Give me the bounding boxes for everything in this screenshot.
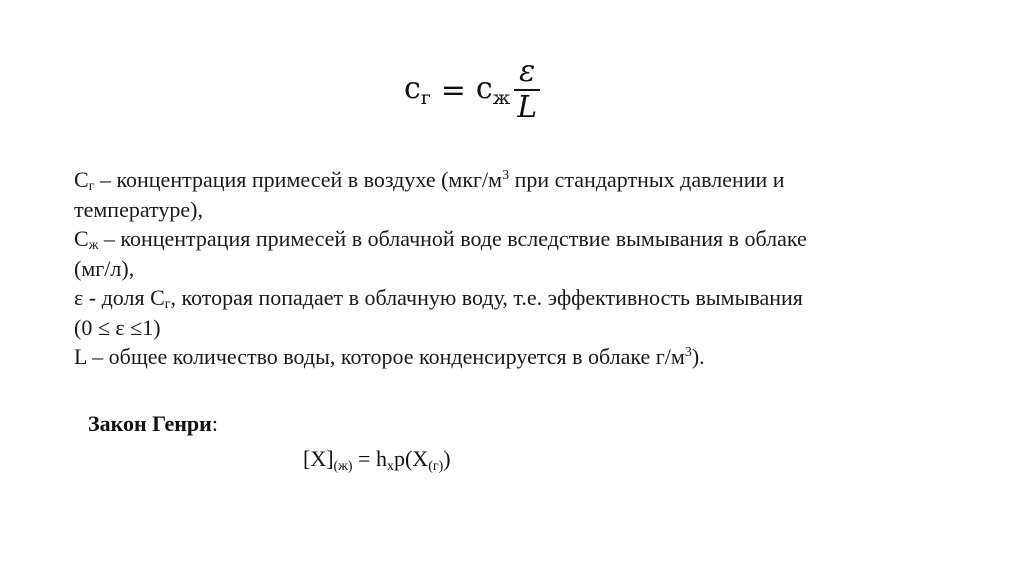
definitions-block (74, 165, 974, 372)
definition-cg: $С_г$ – концентрация примесей в воздухе ($мкг/м^3$ при стандартных давлении и температуре), (74, 167, 785, 222)
formula-equals: = (440, 72, 466, 108)
formula-rhs: $c_ж$ (475, 71, 511, 109)
formula-rhs-subscript: ж (492, 87, 511, 109)
formula-fraction (514, 55, 540, 125)
formula-lhs-subscript: г (420, 87, 431, 109)
definition-eps: ε - доля $С_г$, которая попадает в облачную воду, т.е. эффективность вымывания (0 ≤ ε ≤1) (74, 285, 803, 340)
henry-law-formula: $[X]_{(ж)} = h_xp(X_{(г)})$ (303, 446, 451, 474)
definition-cj: $С_ж$ – концентрация примесей в облачной воде вследствие вымывания в облаке (мг/л), (74, 226, 807, 281)
henry-law-title: Закон Генри: (88, 411, 218, 436)
fraction-denominator: L (517, 90, 538, 125)
fraction-numerator: ε (519, 54, 536, 89)
formula-lhs: $c_г$ (404, 71, 431, 109)
definition-L: L – общее количество воды, которое конденсируется в облаке $г/м^3$). (74, 344, 705, 369)
main-formula (404, 50, 540, 130)
